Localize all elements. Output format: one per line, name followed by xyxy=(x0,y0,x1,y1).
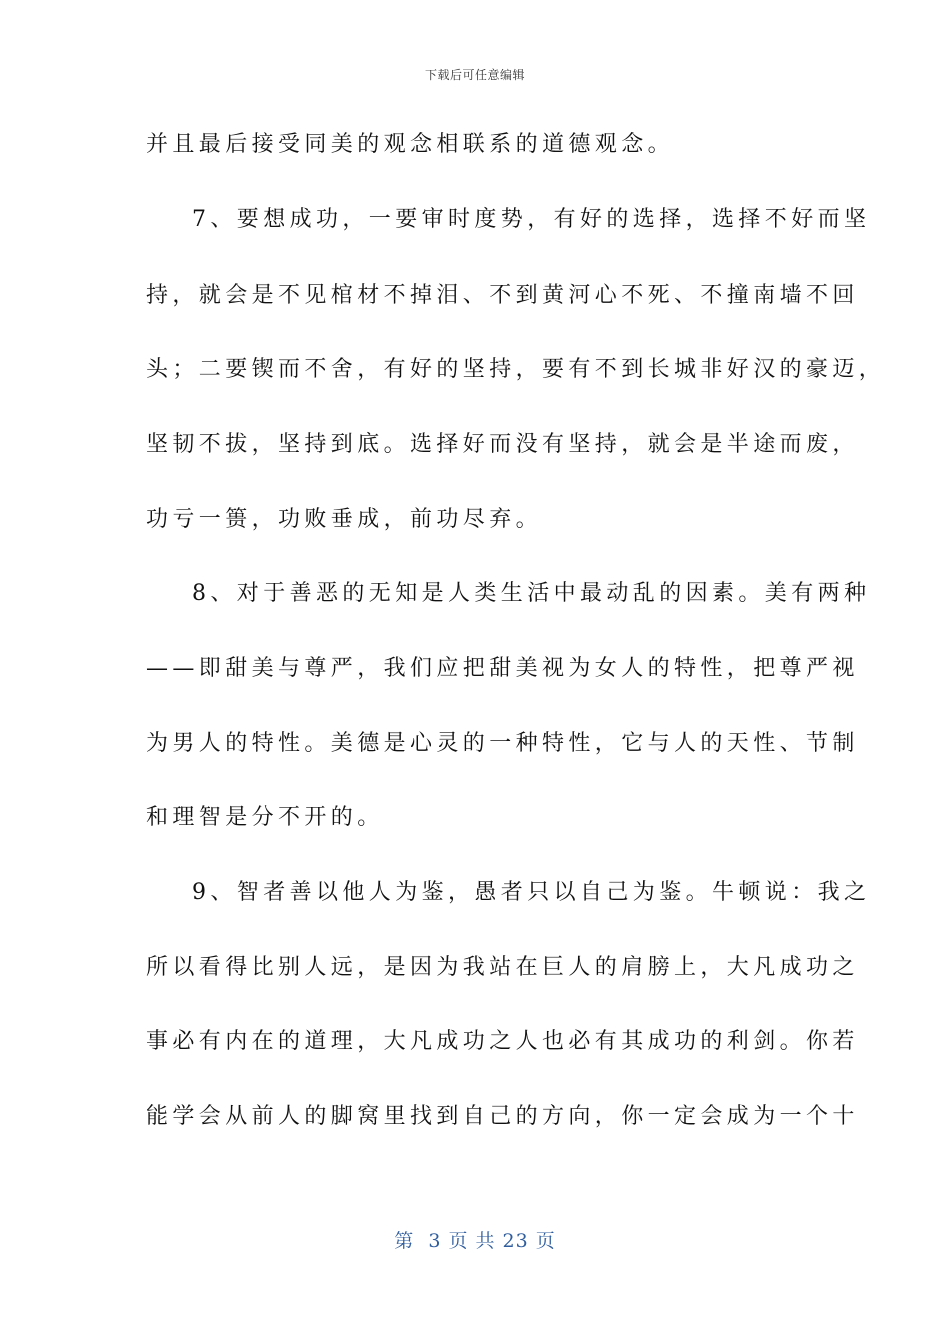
body-line: 和理智是分不开的。 xyxy=(146,805,384,830)
body-line: 持，就会是不见棺材不掉泪、不到黄河心不死、不撞南墙不回 xyxy=(146,283,859,308)
body-line: ——即甜美与尊严，我们应把甜美视为女人的特性，把尊严视 xyxy=(146,656,859,681)
page-header: 下载后可任意编辑 xyxy=(424,68,525,82)
body-line: 8、对于善恶的无知是人类生活中最动乱的因素。美有两种 xyxy=(192,581,871,606)
body-line: 能学会从前人的脚窝里找到自己的方向，你一定会成为一个十 xyxy=(146,1104,859,1129)
body-line: 头；二要锲而不舍，有好的坚持，要有不到长城非好汉的豪迈， xyxy=(146,357,886,382)
page-number-footer: 第 3 页 共 23 页 xyxy=(394,1230,556,1252)
body-line: 坚韧不拔，坚持到底。选择好而没有坚持，就会是半途而废， xyxy=(146,432,859,457)
body-line: 功亏一篑，功败垂成，前功尽弃。 xyxy=(146,507,543,532)
body-line: 并且最后接受同美的观念相联系的道德观念。 xyxy=(146,132,675,157)
body-line: 9、智者善以他人为鉴，愚者只以自己为鉴。牛顿说：我之 xyxy=(192,880,871,905)
body-line: 7、要想成功，一要审时度势，有好的选择，选择不好而坚 xyxy=(192,207,871,232)
body-line: 所以看得比别人远，是因为我站在巨人的肩膀上，大凡成功之 xyxy=(146,955,859,980)
body-line: 事必有内在的道理，大凡成功之人也必有其成功的利剑。你若 xyxy=(146,1029,859,1054)
body-line: 为男人的特性。美德是心灵的一种特性，它与人的天性、节制 xyxy=(146,731,859,756)
